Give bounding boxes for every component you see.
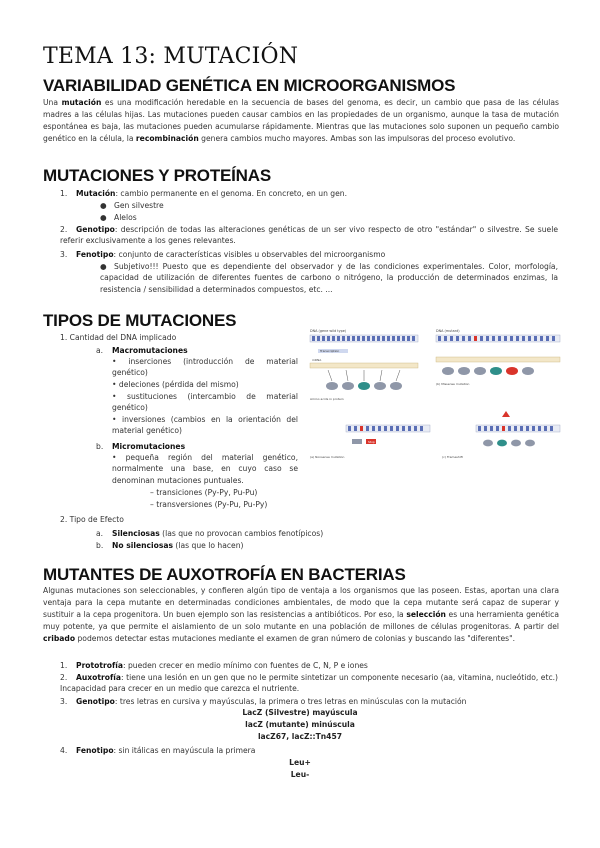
fig-label-amino: Amino acids in protein: [310, 397, 344, 401]
micro-transiciones: – transiciones (Py-Py, Pu-Pu): [150, 488, 258, 497]
micro-pequena-region: • pequeña región del material genético, normalmente una base, en cuyo caso se denominan mutaciones puntuales.: [112, 453, 298, 485]
macro-deleciones: • deleciones (pérdida del mismo): [112, 380, 239, 389]
fig-label-dna-wild: DNA (gene wild type): [310, 329, 347, 333]
fig-label-missense: (b) Missense mutation: [436, 382, 470, 386]
section-heading-auxotrofia: MUTANTES DE AUXOTROFÍA EN BACTERIAS: [43, 565, 406, 584]
list-item-fenotipo: 3. Fenotipo: conjunto de características visibles u observables del microorganismo: [60, 250, 386, 259]
paragraph-auxotrofia: Algunas mutaciones son seleccionables, y confieren algún tipo de ventaja a los organismos que las poseen. Estas, aportan una clara ventaja para la cepa mutante en determinadas condiciones ambientales, de modo que la cepa mutante será capaz de superar y sustituir a la cepa progenitora. Un buen ejemplo son las resistencias a antibióticos. Por eso, la selección es una herramienta genética muy potente, ya que permite el aislamiento de un solo mutante en una población de millones de células progenitoras. A partir del cribado podemos detectar estas mutaciones mediante el examen de gran número de colonias y buscando las "diferentes".: [43, 586, 559, 643]
sublist-macromutaciones: a. Macromutaciones: [96, 346, 188, 355]
bullet-alelos: ● Alelos: [100, 213, 137, 222]
fig-label-dna-mutant: DNA (mutant): [436, 329, 460, 333]
genotype-example-2: lacZ (mutante) minúscula: [245, 720, 355, 729]
aa-box-1: [352, 439, 362, 444]
list-item-prototrofia: 1. Prototrofía: pueden crecer en medio mínimo con fuentes de C, N, P e iones: [60, 661, 368, 670]
fig-label-transcription: Transcription: [320, 349, 340, 353]
fig-label-nonsense: (a) Nonsense mutation: [310, 455, 345, 459]
aa-lys: [342, 382, 354, 390]
phenotype-example-2: Leu-: [290, 770, 310, 779]
page-title: TEMA 13: MUTACIÓN: [43, 44, 299, 69]
phenotype-example-1: Leu+: [289, 758, 311, 767]
dna-bases-wild: [312, 336, 415, 341]
macro-inversiones: • inversiones (cambios en la orientación del material genético): [112, 415, 298, 436]
macro-sustituciones: • sustituciones (intercambio de material genético): [112, 392, 298, 413]
list-item-mutacion: 1. Mutación: cambio permanente en el genoma. En concreto, en un gen.: [60, 189, 348, 198]
bullet-gen-silvestre: ● Gen silvestre: [100, 201, 164, 210]
mrna-strip-mutant: [436, 357, 560, 362]
macro-inserciones: • inserciones (introducción de material genético): [112, 357, 298, 378]
fig-label-mrna: mRNA: [312, 358, 322, 362]
dna-strip-frameshift: [346, 425, 430, 432]
efecto-silenciosas: a. Silenciosas (las que no provocan cambios fenotípicos): [96, 529, 324, 538]
micro-transversiones: – transversiones (Py-Pu, Pu-Py): [150, 500, 268, 509]
mrna-strip: [310, 363, 418, 368]
fig-label-stop: Stop: [368, 440, 375, 444]
genotype-example-3: lacZ67, lacZ::Tn457: [257, 732, 343, 741]
mutation-marker-icon: [502, 411, 510, 417]
paragraph-variabilidad: Una mutación es una modificación heredable en la secuencia de bases del genoma, es decir, un cambio que pasa de las células madres a las células hijas. Las mutaciones pueden causar cambios en las propiedades de un organismo, aunque la tasa de mutación espontánea es baja, las mutaciones pueden acumularse rápidamente. Mientras que las mutaciones solo suponen un pequeño cambio genético en la célula, la recombinación genera cambios mucho mayores. Ambas son las impulsoras del proceso evolutivo.: [43, 98, 559, 143]
list-item-genotipo: 2. Genotipo: descripción de todas las alteraciones genéticas de un ser vivo respecto de otro "estándar" o silvestre. Se suele referir exclusivamente a los genes relevantes.: [60, 225, 558, 246]
section-heading-variabilidad: VARIABILIDAD GENÉTICA EN MICROORGANISMOS: [43, 76, 456, 95]
list-item-tipo-efecto: 2. Tipo de Efecto: [60, 515, 124, 524]
list-item-fenotipo-aux: 4. Fenotipo: sin itálicas en mayúscula la primera: [60, 746, 256, 755]
fig-label-frameshift: (c) Frameshift: [442, 455, 463, 459]
efecto-no-silenciosas: b. No silenciosas (las que lo hacen): [96, 541, 244, 550]
dna-strip-point: [476, 425, 560, 432]
amino-acids-mutant: [442, 367, 534, 375]
list-item-genotipo-aux: 3. Genotipo: tres letras en cursiva y mayúsculas, la primera o tres letras en minúsculas con la mutación: [60, 697, 467, 706]
amino-acids-point: [483, 440, 535, 447]
list-item-auxotrofia: 2. Auxotrofía: tiene una lesión en un gen que no le permite sintetizar un componente necesario (aa, vitamina, nucleótido, etc.) Incapacidad para crecer en un medio que carezca el nutriente.: [60, 673, 558, 694]
sublist-micromutaciones: b. Micromutaciones: [96, 442, 186, 451]
section-heading-mutaciones-proteinas: MUTACIONES Y PROTEÍNAS: [43, 166, 271, 185]
list-item-cantidad-dna: 1. Cantidad del DNA implicado: [60, 333, 177, 342]
bullet-subjetivo: ● Subjetivo!!! Puesto que es dependiente del observador y de las condiciones experimentales. Color, morfología, capacidad de utilización de diferentes fuentes de carbono o nitrógeno, la producción de determinados enzimas, la resistencia / sensibilidad a determinados compuestos, etc. ...: [100, 262, 558, 294]
aa-ala: [390, 382, 402, 390]
section-heading-tipos-mutaciones: TIPOS DE MUTACIONES: [43, 311, 237, 330]
genotype-example-1: LacZ (Silvestre) mayúscula: [242, 708, 358, 717]
aa-gly: [374, 382, 386, 390]
aa-phe: [358, 382, 370, 390]
mutation-diagram: [308, 327, 562, 463]
mutation-types-figure: [308, 327, 562, 463]
amino-acids-wild: [326, 382, 402, 390]
aa-met: [326, 382, 338, 390]
translation-arrows: [328, 370, 400, 381]
